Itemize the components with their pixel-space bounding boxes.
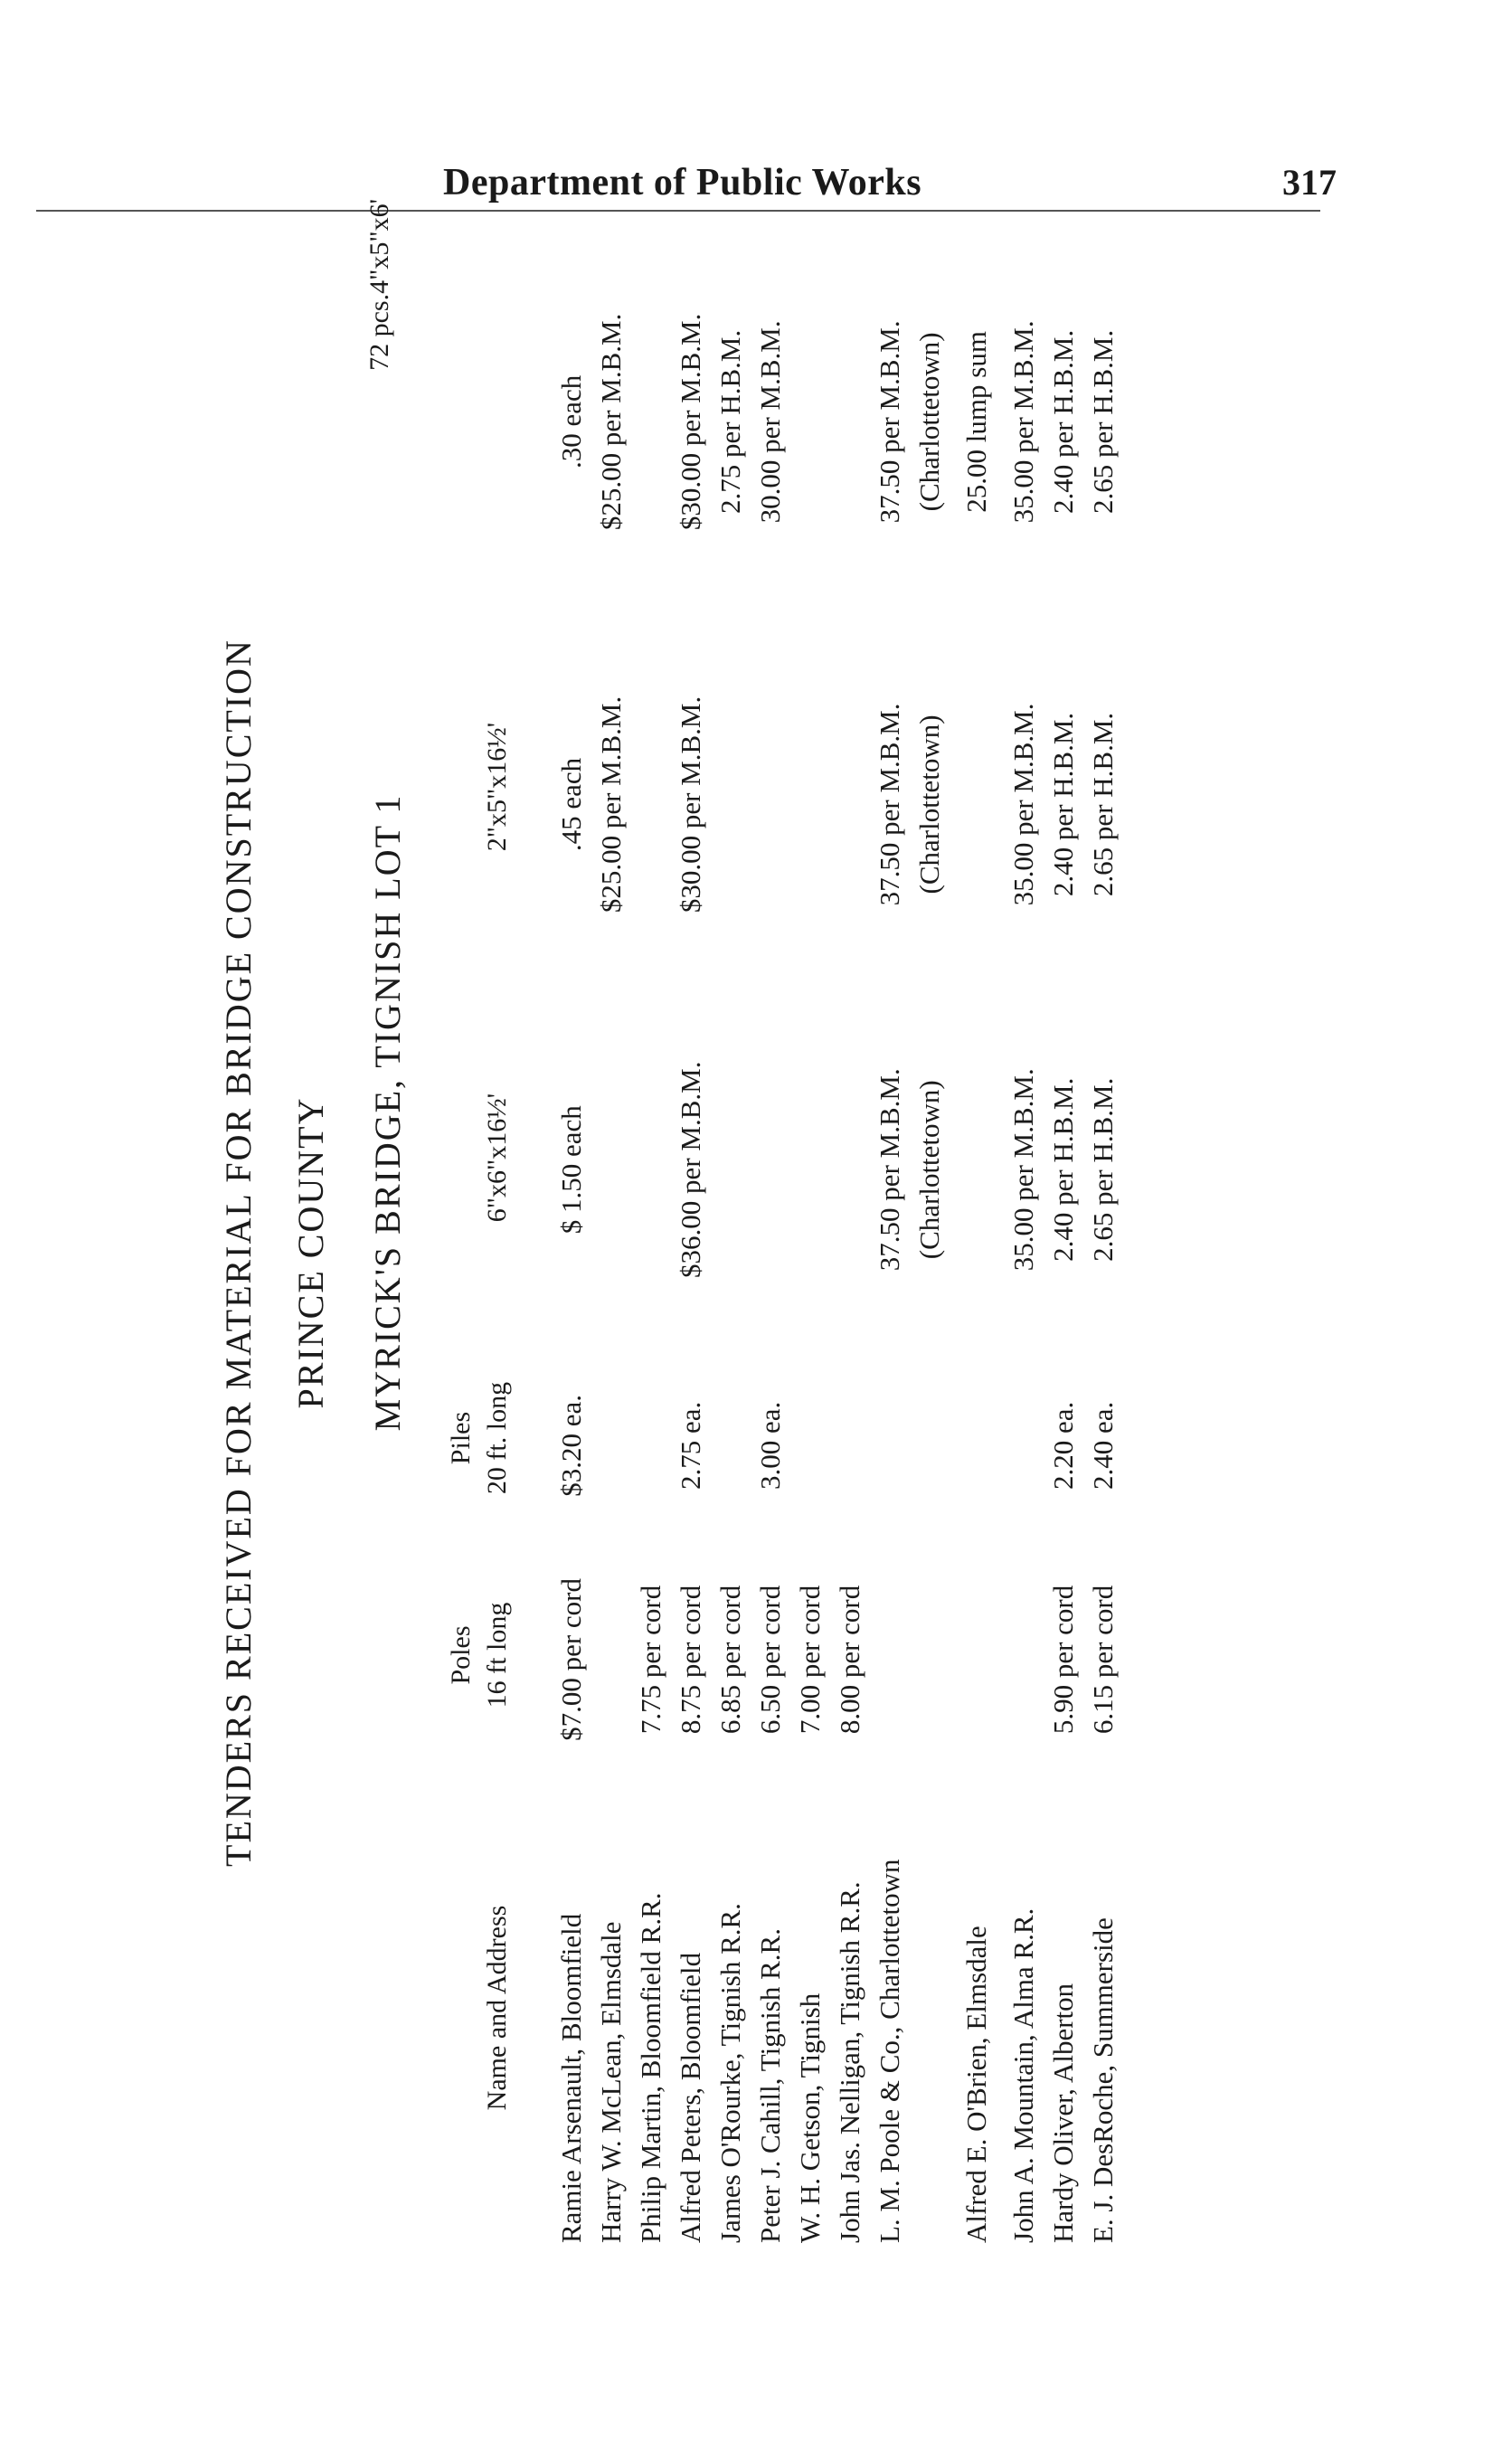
table-cell-piles	[711, 1348, 751, 1543]
table-cell-b	[751, 618, 790, 991]
table-cell-a	[631, 991, 671, 1348]
table-cell-name	[910, 1775, 950, 2243]
table-cell-piles	[870, 1348, 910, 1543]
table-cell-name: John Jas. Nelligan, Tignish R.R.	[834, 1881, 865, 2243]
table-cell-poles: 6.15 per cord	[1087, 1585, 1119, 1735]
table-cell-piles	[1004, 1348, 1044, 1543]
table-cell-c: 30.00 per M.B.M.	[754, 320, 786, 524]
table-cell-piles: 2.20 ea.	[1047, 1401, 1079, 1490]
table-cell-c: 37.50 per M.B.M.	[874, 320, 905, 524]
table-cell-poles	[591, 1543, 631, 1775]
table-cell-poles: 7.75 per cord	[635, 1585, 666, 1735]
table-cell-a	[830, 991, 870, 1348]
table-cell-piles	[910, 1348, 950, 1543]
table-row	[591, 226, 631, 2243]
table-cell-name: Hardy Oliver, Alberton	[1047, 1983, 1079, 2243]
table-cell-name: Harry W. McLean, Elmsdale	[595, 1921, 627, 2243]
table-cell-poles: 6.85 per cord	[714, 1585, 746, 1735]
table-cell-b: (Charlottetown)	[913, 715, 945, 894]
table-row	[751, 226, 790, 2243]
table-row	[711, 226, 751, 2243]
col-header-piles-bottom: 20 ft. long	[482, 1381, 512, 1495]
table-row	[870, 226, 910, 2243]
col-header-size-a	[479, 995, 515, 1320]
table-cell-poles: 8.75 per cord	[675, 1585, 706, 1735]
table-cell-a	[711, 991, 751, 1348]
table-cell-poles	[950, 1543, 1004, 1775]
table-cell-a	[591, 991, 631, 1348]
table-row	[552, 226, 591, 2243]
table-cell-name: Alfred Peters, Bloomfield	[675, 1952, 706, 2243]
col-header-piles	[443, 1339, 515, 1538]
table-cell-piles	[830, 1348, 870, 1543]
table-cell-b	[631, 618, 671, 991]
table-cell-poles	[870, 1543, 910, 1775]
table-cell-b	[830, 618, 870, 991]
table-cell-c: $25.00 per M.B.M.	[595, 313, 627, 531]
table-cell-name: E. J. DesRoche, Summerside	[1087, 1917, 1119, 2243]
table-row	[1044, 226, 1083, 2243]
table-cell-a	[751, 991, 790, 1348]
bridge-title: MYRICK'S BRIDGE, TIGNISH LOT 1	[367, 793, 408, 1432]
col-header-size-c	[362, 199, 398, 597]
table-title: TENDERS RECEIVED FOR MATERIAL FOR BRIDGE CONSTRUCTION	[218, 639, 259, 1867]
tenders-table	[552, 226, 1123, 2243]
table-cell-c: 25.00 lump sum	[960, 331, 992, 513]
table-cell-a: 2.40 per H.B.M.	[1047, 1077, 1079, 1262]
table-cell-poles: 6.50 per cord	[754, 1585, 786, 1735]
table-cell-a: 2.65 per H.B.M.	[1087, 1077, 1119, 1262]
table-cell-a: 37.50 per M.B.M.	[874, 1068, 905, 1272]
table-cell-piles	[631, 1348, 671, 1543]
table-row	[671, 226, 711, 2243]
table-cell-c	[790, 226, 830, 618]
table-cell-b: 37.50 per M.B.M.	[874, 703, 905, 906]
page-number: 317	[1282, 162, 1337, 203]
col-header-size-b-label: 2"x5"x16½'	[482, 722, 512, 852]
table-cell-piles	[790, 1348, 830, 1543]
table-cell-b: 35.00 per M.B.M.	[1007, 703, 1039, 906]
table-row	[790, 226, 830, 2243]
table-row	[910, 226, 950, 2243]
col-header-size-a-label: 6"x6"x16½'	[482, 1093, 512, 1223]
table-cell-b: $25.00 per M.B.M.	[595, 696, 627, 913]
table-cell-piles: 2.75 ea.	[675, 1401, 706, 1490]
running-head: Department of Public Works	[443, 162, 922, 204]
col-header-name-label: Name and Address	[482, 1905, 512, 2111]
table-cell-name: Ramie Arsenault, Bloomfield	[555, 1913, 587, 2243]
table-cell-a: $ 1.50 each	[555, 1105, 587, 1235]
table-cell-name: W. H. Getson, Tignish	[794, 1992, 826, 2243]
table-cell-b	[950, 618, 1004, 991]
col-header-name	[479, 1791, 515, 2225]
table-row	[950, 226, 1004, 2243]
table-cell-b	[790, 618, 830, 991]
table-cell-c: 35.00 per M.B.M.	[1007, 320, 1039, 524]
table-cell-c: (Charlottetown)	[913, 332, 945, 512]
table-cell-c: .30 each	[555, 374, 587, 469]
table-cell-c	[830, 226, 870, 618]
tenders-table-body	[552, 226, 1123, 2243]
table-cell-b: 2.40 per H.B.M.	[1047, 712, 1079, 897]
table-cell-a	[790, 991, 830, 1348]
col-header-size-c-label: 72 pcs.4"x5"x6'	[364, 199, 394, 371]
table-cell-name: Peter J. Cahill, Tignish R.R.	[754, 1928, 786, 2243]
col-header-piles-top: Piles	[446, 1411, 476, 1465]
table-cell-piles: $3.20 ea.	[555, 1394, 587, 1497]
table-cell-a: $36.00 per M.B.M.	[675, 1061, 706, 1278]
table-cell-b: .45 each	[555, 757, 587, 852]
table-cell-c: 2.65 per H.B.M.	[1087, 329, 1119, 514]
table-cell-piles	[950, 1348, 1004, 1543]
county-title: PRINCE COUNTY	[290, 1096, 331, 1409]
table-cell-a: (Charlottetown)	[913, 1080, 945, 1260]
table-cell-b	[711, 618, 751, 991]
table-cell-piles	[591, 1348, 631, 1543]
rotated-table-block	[181, 199, 1356, 2279]
table-cell-poles	[910, 1543, 950, 1775]
table-cell-a: 35.00 per M.B.M.	[1007, 1068, 1039, 1272]
table-cell-name: Alfred E. O'Brien, Elmsdale	[960, 1926, 992, 2243]
table-cell-name: Philip Martin, Bloomfield R.R.	[635, 1892, 666, 2243]
table-cell-name: John A. Mountain, Alma R.R.	[1007, 1907, 1039, 2243]
table-cell-c: 2.40 per H.B.M.	[1047, 329, 1079, 514]
table-cell-poles: 7.00 per cord	[794, 1585, 826, 1735]
table-row	[830, 226, 870, 2243]
table-cell-c: 2.75 per H.B.M.	[714, 329, 746, 514]
table-cell-poles	[1004, 1543, 1044, 1775]
table-row	[1083, 226, 1123, 2243]
table-cell-b: $30.00 per M.B.M.	[675, 696, 706, 913]
table-cell-c	[631, 226, 671, 618]
table-cell-poles: 8.00 per cord	[834, 1585, 865, 1735]
header-rule	[36, 210, 1320, 212]
table-row	[1004, 226, 1044, 2243]
table-cell-piles: 2.40 ea.	[1087, 1401, 1119, 1490]
table-cell-a	[950, 991, 1004, 1348]
col-header-poles-bottom: 16 ft long	[482, 1602, 512, 1708]
table-cell-poles: $7.00 per cord	[555, 1577, 587, 1741]
col-header-poles-top: Poles	[446, 1625, 476, 1685]
table-cell-poles: 5.90 per cord	[1047, 1585, 1079, 1735]
table-cell-c: $30.00 per M.B.M.	[675, 313, 706, 531]
col-header-poles	[443, 1538, 515, 1773]
table-cell-b: 2.65 per H.B.M.	[1087, 712, 1119, 897]
table-cell-piles: 3.00 ea.	[754, 1401, 786, 1490]
table-cell-name: L. M. Poole & Co., Charlottetown	[874, 1859, 905, 2243]
table-cell-name: James O'Rourke, Tignish R.R.	[714, 1903, 746, 2243]
table-row	[631, 226, 671, 2243]
col-header-size-b	[479, 597, 515, 977]
